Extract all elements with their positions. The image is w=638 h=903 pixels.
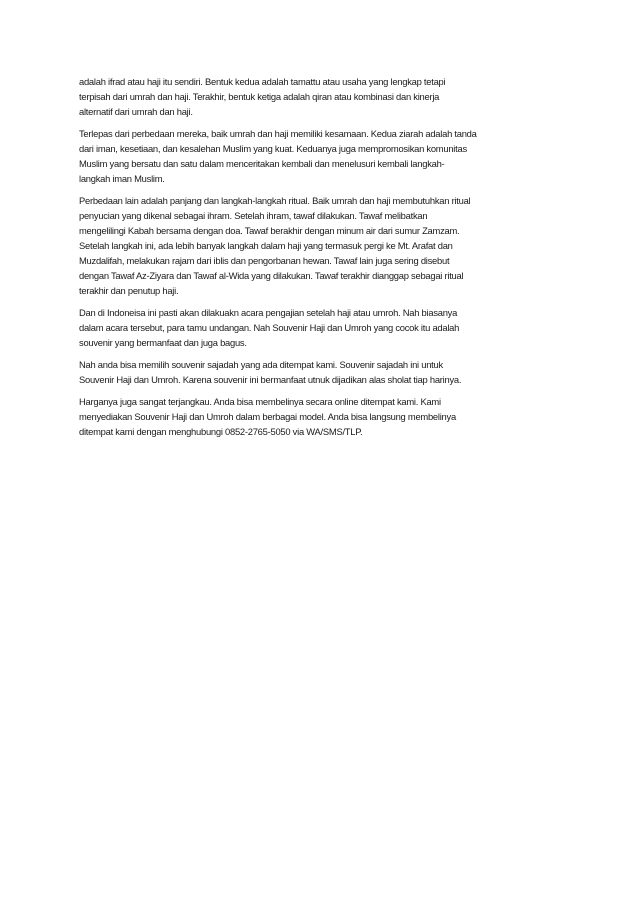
text-line: Muzdalifah, melakukan rajam dari iblis dan pengorbanan hewan. Tawaf lain juga sering disebut [79,255,450,266]
text-line: mengelilingi Kabah bersama dengan doa. Tawaf berakhir dengan minum air dari sumur Zamzam. [79,225,460,236]
text-line: penyucian yang dikenal sebagai ihram. Setelah ihram, tawaf dilakukan. Tawaf melibatkan [79,210,428,221]
text-line: Muslim yang bersatu dan satu dalam menceritakan kembali dan menelusuri kembali langkah- [79,158,445,169]
paragraph-5 [79,357,565,387]
text-line: menyediakan Souvenir Haji dan Umroh dalam berbagai model. Anda bisa langsung membelinya [79,411,456,422]
paragraph-6 [79,394,565,439]
document-body [79,74,565,446]
text-line: adalah ifrad atau haji itu sendiri. Bentuk kedua adalah tamattu atau usaha yang lengkap tetapi [79,76,446,87]
text-line: dalam acara tersebut, para tamu undangan. Nah Souvenir Haji dan Umroh yang cocok itu adalah [79,322,460,333]
text-line: Souvenir Haji dan Umroh. Karena souvenir ini bermanfaat utnuk dijadikan alas sholat tiap harinya. [79,374,462,385]
paragraph-1 [79,74,565,119]
text-line: terakhir dan penutup haji. [79,285,179,296]
text-line: Dan di Indoneisa ini pasti akan dilakuakn acara pengajian setelah haji atau umroh. Nah biasanya [79,307,458,318]
text-line: dengan Tawaf Az-Ziyara dan Tawaf al-Wida yang dilakukan. Tawaf terakhir dianggap sebagai ritual [79,270,464,281]
text-line: alternatif dari umrah dan haji. [79,106,193,117]
text-line: langkah iman Muslim. [79,173,165,184]
text-line: Perbedaan lain adalah panjang dan langkah-langkah ritual. Baik umrah dan haji membutuhkan ritual [79,195,471,206]
text-line: Setelah langkah ini, ada lebih banyak langkah dalam haji yang termasuk pergi ke Mt. Arafat dan [79,240,453,251]
text-line: souvenir yang bermanfaat dan juga bagus. [79,337,247,348]
text-line: Harganya juga sangat terjangkau. Anda bisa membelinya secara online ditempat kami. Kami [79,396,441,407]
text-line: Terlepas dari perbedaan mereka, baik umrah dan haji memiliki kesamaan. Kedua ziarah adalah tanda [79,128,477,139]
paragraph-2 [79,126,565,186]
text-line: dari iman, kesetiaan, dan kesalehan Muslim yang kuat. Keduanya juga mempromosikan komunitas [79,143,467,154]
text-line: Nah anda bisa memilih souvenir sajadah yang ada ditempat kami. Souvenir sajadah ini untuk [79,359,443,370]
paragraph-3 [79,193,565,298]
text-line: terpisah dari umrah dan haji. Terakhir, bentuk ketiga adalah qiran atau kombinasi dan kinerja [79,91,440,102]
paragraph-4 [79,305,565,350]
text-line: ditempat kami dengan menghubungi 0852-2765-5050 via WA/SMS/TLP. [79,426,363,437]
